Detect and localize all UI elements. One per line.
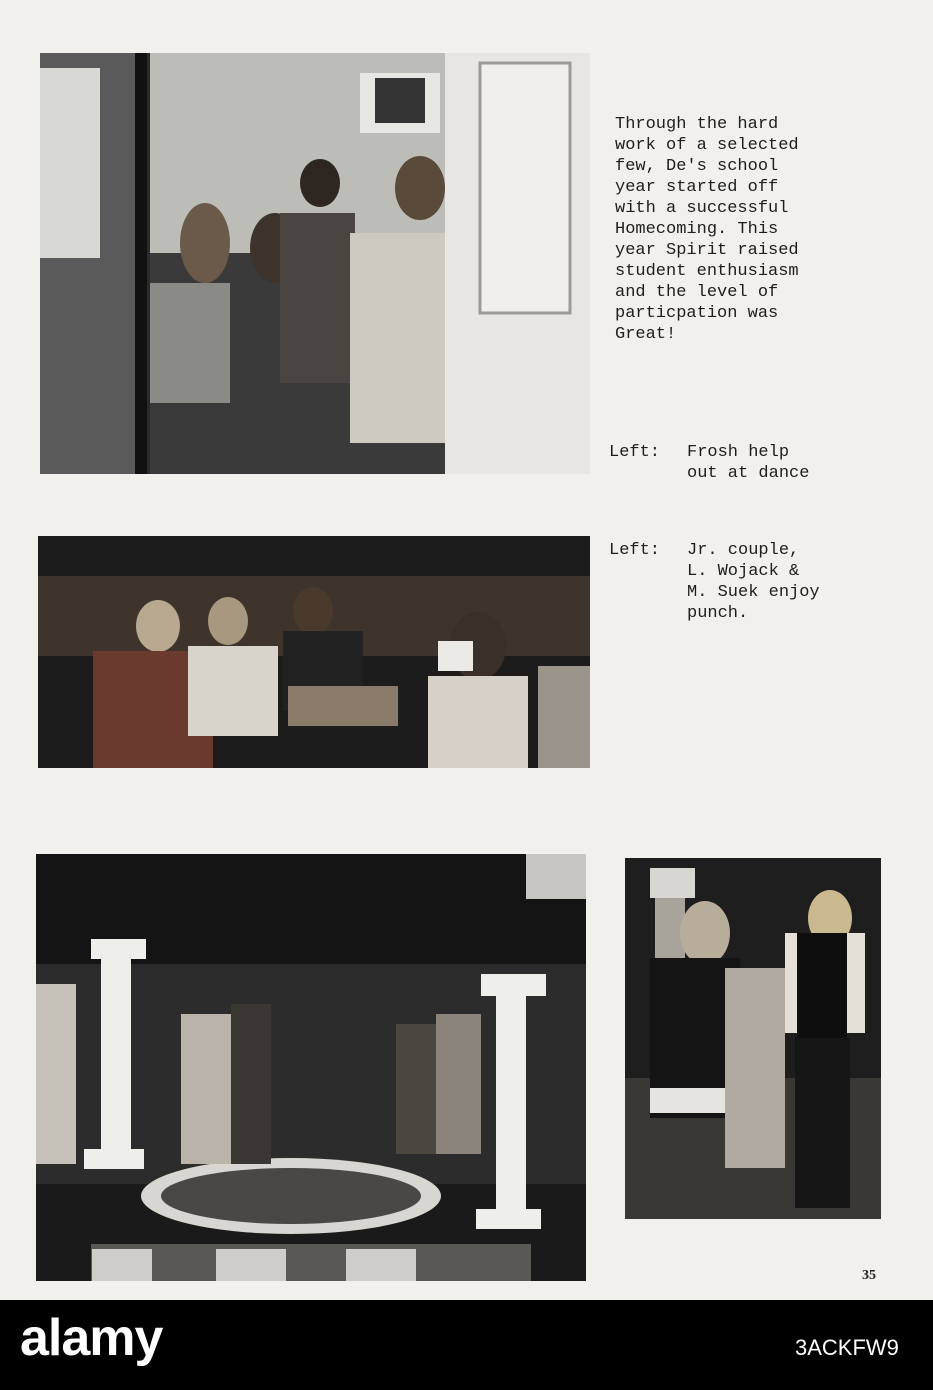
stock-image-id: 3ACKFW9 <box>795 1335 899 1360</box>
caption-frosh <box>609 442 909 492</box>
page-number: 35 <box>862 1268 876 1283</box>
stock-logo: alamy <box>20 1309 163 1367</box>
photo-dancing-couple <box>625 858 881 1219</box>
photo-frosh-doorway <box>40 53 590 474</box>
caption-main: Through the hard work of a selected few, De's school year started off with a successful Homecoming. This year Spirit raised student enthusiasm and the level of particpation was Great! <box>615 115 799 344</box>
caption-couple-text: Jr. couple, L. Wojack & M. Suek enjoy punch. <box>687 541 820 623</box>
photo-jr-couple-punch <box>38 536 590 768</box>
caption-couple <box>609 540 909 630</box>
photo-dance-floor <box>36 854 586 1281</box>
caption-frosh-label: Left: <box>609 443 661 462</box>
caption-frosh-text: Frosh help out at dance <box>687 443 810 483</box>
caption-couple-label: Left: <box>609 541 661 560</box>
